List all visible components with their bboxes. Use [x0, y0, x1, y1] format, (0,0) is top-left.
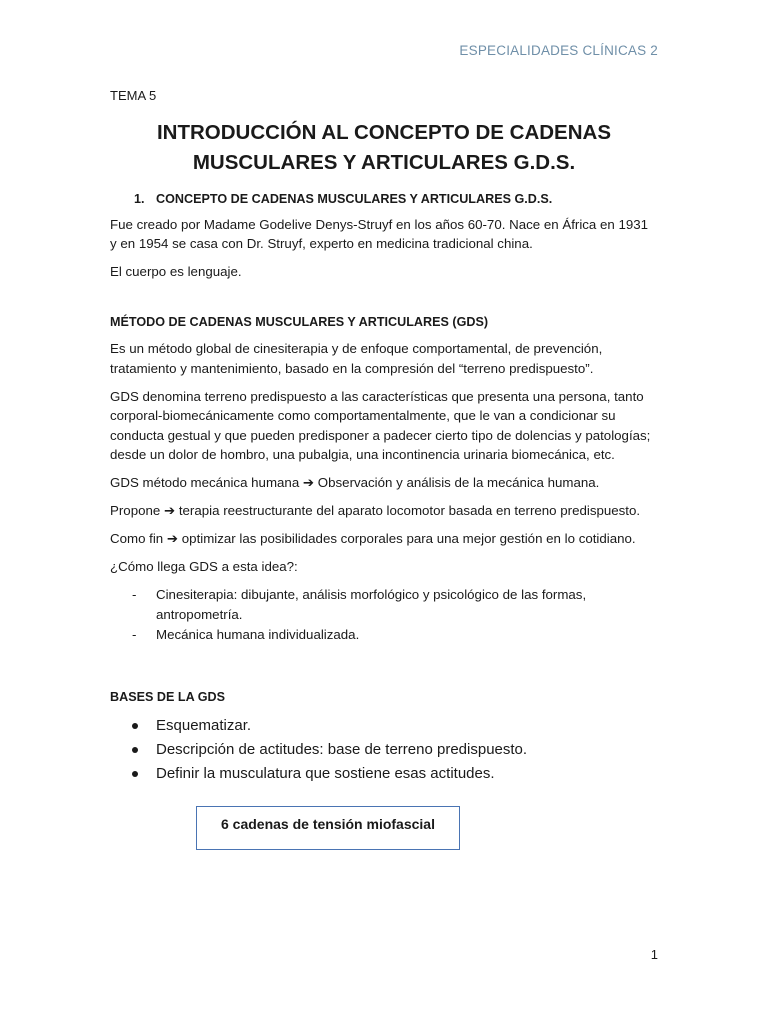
page-content — [110, 86, 658, 850]
dash-marker: - — [132, 627, 137, 642]
arrow-icon: ➔ — [163, 503, 176, 518]
section-text: CONCEPTO DE CADENAS MUSCULARES Y ARTICULARES G.D.S. — [156, 191, 553, 206]
dash-marker: - — [132, 587, 137, 602]
paragraph-creado: Fue creado por Madame Godelive Denys-Struyf en los años 60-70. Nace en África en 1931 y en 1954 se casa con Dr. Struyf, experto en medicina tradicional china. — [110, 216, 649, 251]
paragraph-cuerpo: El cuerpo es lenguaje. — [110, 264, 242, 279]
propone-after: terapia reestructurante del aparato locomotor basada en terreno predispuesto. — [178, 503, 641, 518]
page-title — [110, 118, 658, 178]
bullet-icon — [132, 747, 138, 753]
paragraph-gds-denomina: GDS denomina terreno predispuesto a las características que presenta una persona, tanto corporal-biomecánicamente como comportamentalmente, que le van a condicionar su conducta gestual y que pueden predisponer a padecer cierto tipo de dolencias y patologías; desde un dolor de hombro, una pubalgia, una incontinencia urinaria biomecánica, etc. — [110, 388, 651, 462]
list-item: Esquematizar. — [110, 714, 658, 738]
mecanica-after: Observación y análisis de la mecánica humana. — [317, 475, 600, 490]
list-item: Descripción de actitudes: base de terreno predispuesto. — [110, 738, 658, 762]
metodo-heading: MÉTODO DE CADENAS MUSCULARES Y ARTICULARES (GDS) — [110, 315, 489, 329]
list-item: - Mecánica humana individualizada. — [110, 625, 658, 645]
bullet-list — [110, 714, 658, 786]
page-number: 1 — [650, 947, 658, 962]
tema-label: TEMA 5 — [110, 88, 157, 103]
paragraph-pregunta: ¿Cómo llega GDS a esta idea?: — [110, 559, 298, 574]
arrow-icon: ➔ — [166, 531, 179, 546]
section-number: 1. — [134, 191, 145, 206]
page-header: ESPECIALIDADES CLÍNICAS 2 — [459, 43, 658, 58]
paragraph-fin — [110, 529, 658, 549]
mecanica-before: GDS método mecánica humana — [110, 475, 300, 490]
dash-list — [110, 585, 658, 645]
paragraph-mecanica — [110, 473, 658, 493]
fin-before: Como fin — [110, 531, 164, 546]
title-line-1: INTRODUCCIÓN AL CONCEPTO DE CADENAS — [156, 120, 612, 144]
paragraph-propone — [110, 501, 658, 521]
paragraph-metodo: Es un método global de cinesiterapia y de enfoque comportamental, de prevención, tratamiento y mantenimiento, basado en la compresión del “terreno predispuesto”. — [110, 341, 603, 376]
list-item: Definir la musculatura que sostiene esas actitudes. — [110, 762, 658, 786]
fin-after: optimizar las posibilidades corporales para una mejor gestión en lo cotidiano. — [181, 531, 636, 546]
arrow-icon: ➔ — [302, 475, 315, 490]
tension-chains-box: 6 cadenas de tensión miofascial — [196, 806, 460, 850]
section-1-heading — [110, 192, 658, 206]
title-line-2: MUSCULARES Y ARTICULARES G.D.S. — [192, 150, 576, 174]
propone-before: Propone — [110, 503, 161, 518]
bullet-icon — [132, 723, 138, 729]
bullet-icon — [132, 771, 138, 777]
bases-heading: BASES DE LA GDS — [110, 689, 225, 704]
list-item: - Cinesiterapia: dibujante, análisis morfológico y psicológico de las formas, antropometría. — [132, 587, 587, 622]
